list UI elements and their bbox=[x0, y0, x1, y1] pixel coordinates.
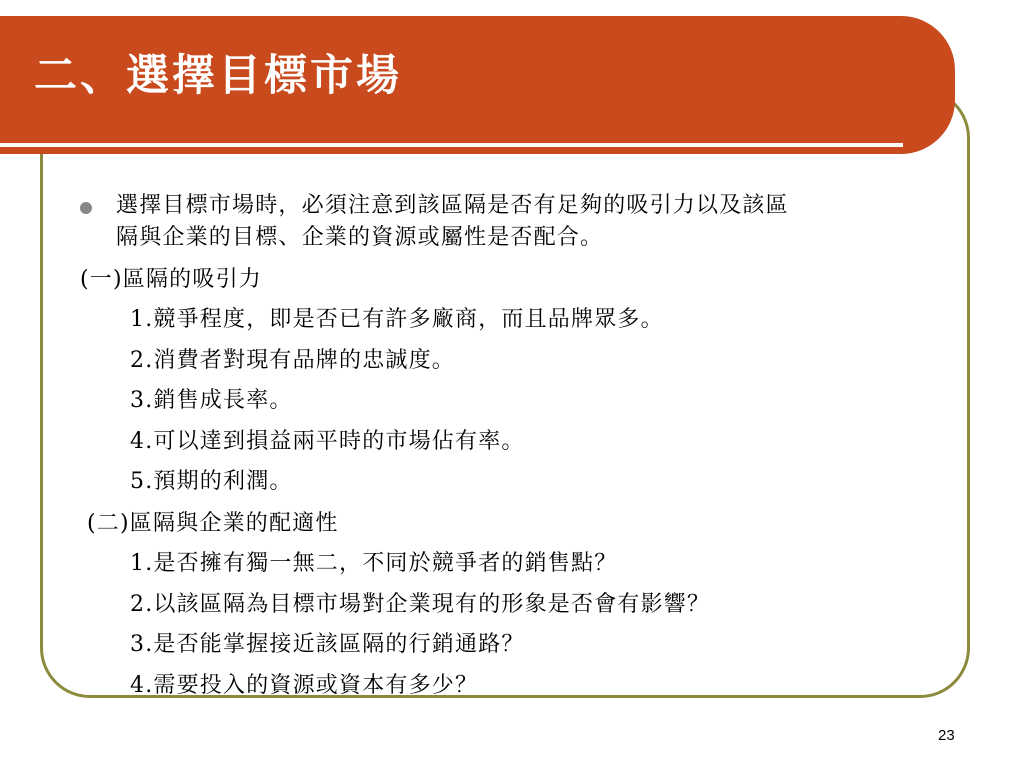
section2-item: 3.是否能掌握接近該區隔的行銷通路？ bbox=[130, 632, 525, 657]
section2-item: 4.需要投入的資源或資本有多少？ bbox=[130, 673, 479, 698]
section1-item: 4.可以達到損益兩平時的市場佔有率。 bbox=[130, 429, 525, 454]
bullet-text-line1: 選擇目標市場時，必須注意到該區隔是否有足夠的吸引力以及該區 bbox=[116, 193, 789, 218]
section1-item: 2.消費者對現有品牌的忠誠度。 bbox=[130, 348, 455, 373]
section1-item: 5.預期的利潤。 bbox=[130, 469, 293, 494]
section1-item: 1.競爭程度，即是否已有許多廠商，而且品牌眾多。 bbox=[130, 307, 664, 332]
section2-heading: (二)區隔與企業的配適性 bbox=[87, 511, 339, 536]
slide-title: 二、選擇目標市場 bbox=[34, 51, 402, 101]
bullet-icon bbox=[80, 202, 92, 214]
page-number: 23 bbox=[938, 727, 955, 744]
section2-item: 2.以該區隔為目標市場對企業現有的形象是否會有影響？ bbox=[130, 592, 711, 617]
section1-item: 3.銷售成長率。 bbox=[130, 388, 293, 413]
bullet-text-line2: 隔與企業的目標、企業的資源或屬性是否配合。 bbox=[116, 225, 604, 250]
section1-heading: (一)區隔的吸引力 bbox=[80, 267, 262, 292]
section2-item: 1.是否擁有獨一無二，不同於競爭者的銷售點？ bbox=[130, 551, 618, 576]
